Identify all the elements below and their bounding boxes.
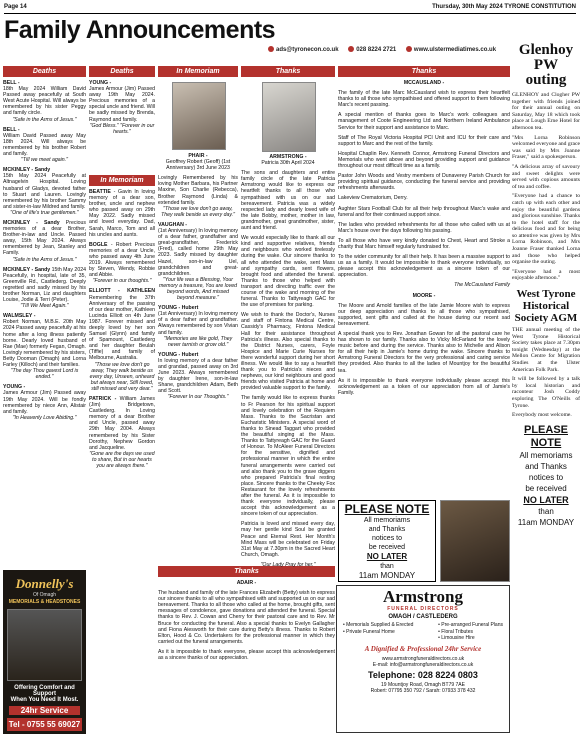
section-header-deaths-2: Deaths: [89, 66, 155, 77]
notice-entry: BELL - 18th May 2024 William David Passed away peacefully at South West Acute Hospital. Will always be remembered by his sister Peggy and family circle. "Safe in the Arms of Jesus.": [3, 80, 86, 123]
deaths-column-2: [89, 80, 155, 172]
notice-entry: YOUNG - James Armour (Jim) Passed away 19th May 2024. Will be fondly remembered by niece Ann, Alistair and family. "In Heavenly Love Abiding.": [3, 384, 86, 421]
contact-strip: [268, 46, 508, 56]
armstrong-website[interactable]: www.armstrongfuneraldirectors.co.uk: [381, 655, 465, 662]
right-news-column: Glenhoy PW outing GLENHOY and Clogher PW together with friends joined for their annual outing on Saturday, May 18 which took place at Lough Erne Hotel for afternoon tea. "Mrs Lorna Robinson welcomed everyone and grace was said by Mrs Joanne Fraser," said a spokesperson. "A delicious array of savoury and sweet delights were served with copious amounts of tea and coffee. "Everyone had a chance to catch up with each other and enjoy the beautiful gardens and glorious sunshine. Thanks to the hotel staff for the delicious food and for being so attentive was given by Mrs Lorna Robinson, and Mrs Joanne Fraser thanked Lorna and those who helped organise the outing. "Everyone had a most enjoyable afternoon." West Tyrone Historical Society AGM THE annual meeting of the West Tyrone Historical Society takes place at 7.30pm tonight (Wednesday) at the Mellon Centre for Migration Studies at the Ulster American Folk Park. It will be followed by a talk by local historian and raconteur Josh Coddy exploring The O'Neills of Tyrone. Everybody most welcome. PLEASE NOTE All memoriams and Thanks notices to be received NO LATER than 11am MONDAY: [512, 15, 580, 737]
notice-entry: YOUNG - James Armour (Jim) Passed away 19th May 2024. Precious memories of a special uncle and friend. Will be sadly missed by Brenda, Raymond and family. "God Bless." "Forever in our hearts.": [89, 80, 155, 135]
notice-entry: YOUNG - Hubert In loving memory of a dear father and grandad, passed away on 3rd June 2023. Always remembered by daughter Irene, son-in-law Shane, grandchildren Adam, Beth and Scott. "Forever In our Thoughts.": [158, 351, 238, 401]
notice-entry: ARMSTRONG - Patricia 30th April 2024: [261, 154, 315, 167]
armstrong-email[interactable]: E-mail: info@armstrongfuneraldirectors.co.uk: [372, 661, 474, 668]
notice-entry: WALMSLEY - Robert Norman, M.B.E. 20th May 2024 Passed away peacefully at his home after a long illness patiently borne. Dearly loved husband of Rae (Mae) formerly Fegan, Omagh. Lovingly remembered by his sisters, Betty Dooman (Omagh) and Lorna Farley (Killoch) and their families. "The day Thou gavest Lord is ended.": [3, 313, 86, 381]
notice-entry: MCKINLEY - Sandy Precious memories of a dear Brother, Brother-in-law and Uncle. Passed away, 15th May 2024. Always remembered by Jean, Stanley and Family. "Safe in the Arms of Jesus.": [3, 219, 86, 263]
donnellys-advert: Donnelly's Of Omagh MEMORIALS & HEADSTONES Offering Comfort and Support When You Need It Most. 24hr Service Tel - 0755 55 69027: [3, 570, 86, 734]
donnellys-phone[interactable]: Tel - 0755 55 69027: [8, 720, 81, 729]
notice-entry: ELLIOTT - KATHLEEN Remembering the 37th Anniversary of the passing of our dear mother, Kathleen Lucinda Elliott on 4th June 1987. Forever missed and deeply loved by her son Samuel (Glynn) and family of Spamount, Castlederg and her daughter Beulah (Tiffie) and family of Melbourne, Australia. "Those we love don't go away, They walk beside us every day, Unseen, unheard but always near, Still loved, still missed and very dear.": [89, 288, 155, 392]
email-contact[interactable]: ads@tyronecon.co.uk: [268, 47, 339, 53]
section-header-thanks-3: Thanks: [158, 566, 335, 577]
portrait-photo-phair: [172, 82, 226, 150]
please-note-box: PLEASE NOTE All memoriams and Thanks notices to be received NO LATER than 11am MONDAY: [338, 500, 436, 582]
candle-photo: [440, 500, 510, 582]
article-headline: Glenhoy PW outing: [518, 42, 574, 88]
notice-entry: BEATTIE - Gavin In loving memory of a dear son, brother, uncle and nephew who passed away on 29th May 2022. Sadly missed and loved everyday. Dad, Sarah, Marco, Tom and all his uncles and aunts.: [89, 189, 155, 238]
phone-icon: [348, 46, 354, 52]
section-header-in-memoriam-2: In Memoriam: [89, 175, 155, 186]
armstrong-logo-text: Armstrong: [383, 587, 463, 606]
phone-contact[interactable]: 028 8224 2721: [348, 47, 396, 53]
notice-entry: BOGLE - Robert Precious memories of a dear Uncle, who passed away 4th June 2019. Always remembered by Steven, Wendy, Robbie and Abbie. "Forever in our thoughts.": [89, 241, 155, 285]
notice-entry: MCKINLEY - Sandy 15th May 2024 Peacefully at Altnagelvin Hospital. Loving husband of Gladys, devoted father to Stuart and Lauren. Lovingly remembered by his brother Sammy and sister-in-law Mildred and family. "One of life's true gentlemen.": [3, 167, 86, 216]
page-header-bar: [4, 2, 576, 14]
please-note-box-2: PLEASE NOTE All memoriams and Thanks notices to be received NO LATER than 11am MONDAY: [517, 423, 575, 527]
web-contact[interactable]: www.ulstermediatimes.co.uk: [406, 47, 496, 53]
thanks-column-2: MCCAUSLAND - The family of the late Marc McCausland wish to express their heartfelt thanks to all those who sympathised and offered support to them following Marc's recent passing. A special mention of thanks goes to Marc's work colleagues and management of Coote Engineering Ltd and Northern Ireland Ambulance Service for their support and assistance to Marc. Staff of The Royal Victoria Hospital PCI Unit and ICU for their care and support to Marc and the rest of the family. Hospital Chaplin Rev. Kenneth Connor, Armstrong Funeral Directors and Memorials who went above and beyond providing support and guidance throughout our most difficult time as a family. Pastor John Woods and Vestry members of Dunaverey Parish Church for providing spiritual guidance, conducting the funeral service and providing refreshments afterwards. Lakeview Crematorium, Derry. Aughter Stars Football Club for all their help throughout Marc's wake and funeral and for their continued support since. The ladies who provided refreshments for all those who called with us at Marc's house over the days following his passing. To all those who have very kindly donated to Chest, Heart and Stroke a charity that Marc himself regularly fundraised for. To the wider community for all their help. It has been a massive support to us as a family. It would be impossible to thank everyone individually, so please accept this acknowledgement as a sincere token of our appreciation. The McCausland Family MOORE - The Moore and Arnold families of the late Jamie Moore wish to express our deep appreciation and thanks to all those who sympathised, supported, sent gifts and called at the house during our recent sad bereavement. A special thank you to Rev. Jonathan Gowan for all the pastoral care he has shown to our family. Thanks also to Vicky McFarland for the lovely music before and during the service. Thanks also to Michelle and Alison for all their help in Jamie's home during the wake. Sincere thanks to Armstrong Funeral Directors for the very professional and caring service they provided. Also thanks to all the ladies of Mountjoy for the beautiful tea. As it is impossible to thank everyone individually please accept this acknowledgement as a token of our appreciation from all of Jamie's Family.: [338, 80, 510, 396]
donnellys-logo-text: Donnelly's: [15, 576, 74, 591]
memoriam-column: [89, 189, 155, 734]
article-headline-2: West Tyrone Historical Society AGM: [514, 288, 578, 325]
armstrong-advert: Armstrong FUNERAL DIRECTORS OMAGH / CASTLEDERG • Memorials Supplied & Erected • Private Funeral Home • Pre-arranged Funeral Plans • Floral Tributes • Limousine Hire A Dignified & Professional 24hr Service www.armstrongfuneraldirectors.co.uk E-mail: info@armstrongfuneraldirectors.co.uk Telephone: 028 8224 0803 19 Mountjoy Road, Omagh BT79 7AE Robert: 07795 350 792 / Sarah: 07933 378 432: [336, 585, 510, 733]
thanks-column: ARMSTRONG - Patricia 30th April 2024 The sons and daughters and entire family circle of the late Patricia Armstrong would like to express our heartfelt thanks to all those who sympathised with us on our sad bereavement. Patricia was a widely respected lady and dearly loved wife of the late Bobby, mother, mother in law, grandmother, great grandmother, sister, aunt and friend. We would especially like to thank all our kind and supportive relatives, friends and neighbours who worked tirelessly during the wake. Our sincere thanks to all who attended the wake, sent Mass and sympathy cards, sent flowers, brought food and attended the funeral. Thanks to those who helped with transport and directing traffic over the course of the wake and morning of the funeral. Thanks to Tattyreagh GAC for the use of premises for parking. We wish to thank the Doctor's, Nurses and staff of Fintona Medical Centre, Cassidy's Pharmacy, Fintona Medical Hall for their assistance throughout Patricia's illness. Also special thanks to the District Nurses, carers, Foyle Hospice and Marie Curie Nurses for there wonderful support during her short illness. We would like to say a heartfelt thank you to Patricia's nieces and nephews, our kind neighbours and good friends who visited Patricia at home and provided valuable support to the family. The family would like to express thanks to Fr Pearson for his spiritual support and lovely celebration of the Requiem Mass. Thanks to the Sacristan and Eucharistic Ministers. A special word of thanks to Sinead Taggart who provided the beautiful singing at the Mass. Thanks to Tattyreagh GAC for the Guard of Honour. To McAleer Funeral Directors for the sensitive, dignified and professional manner in which the entire funeral arrangements were carried out and also thank you to the grave diggers who prepared Patricia's final resting place. Sincere thanks to the Cheeky Fox Restaurant for the lovely refreshments after the funeral. As it is impossible to thank everyone individually, please accept this acknowledgement as a sincere token of our appreciation. Patricia is loved and missed every day, may her gentle kind Soul be granted Peace and Eternal Rest. Her Month's Mind Mass will be celebrated on Friday 31st May at 7.30pm in the Sacred Heart Church, Omagh. "Our Lady Pray for her.": [241, 154, 335, 568]
armstrong-phone[interactable]: Telephone: 028 8224 0803: [368, 669, 478, 680]
date-line: Thursday, 30th May 2024 TYRONE CONSTITUTION: [432, 4, 576, 10]
notice-entry: YOUNG - Hubert (1st Anniversary) In loving memory of a dear father and grandfather. Always remembered by son Vivian and family. "Memories are like gold, They never tarnish or grow old.": [158, 305, 238, 348]
portrait-photo-armstrong: [262, 82, 316, 152]
notice-entry: PHAIR - Geoffrey Robert (Geoff) (1st Anniversary) 3rd June 2023: [165, 153, 231, 172]
headstone-photo: [7, 609, 82, 681]
notice-entry: BELL - William David Passed away May 18th 2024. Will always be remembered by his brother Robert and family. "Till we meet again.": [3, 126, 86, 164]
deaths-column: [3, 80, 86, 567]
thanks-adair: ADAIR - The husband and family of the late Frances Elizabeth (Betty) wish to express our sincere thanks to all who sympathised with and supported us on our sad bereavement. Thanks to all those who called at the home, brought gifts, sent messages of condolence, gave donations and attended the funeral. Special thanks to Rev. J. Cowan and Cherry for their pastoral care and to Rev. Mr Bruce for conducting the funeral. Also a special thanks to Evelyn Gallagher and Fiona Aiesworth for their care during Betty's illness. Thanks to Robert Elton, Hood & Co. Undertakers for the professional manner in which they carried out the funeral arrangements. As it is impossible to thank everyone, please accept this acknowledgement as a sincere thanks of our appreciation.: [158, 580, 335, 662]
page-number: Page 14: [4, 4, 27, 10]
notice-entry: PATRICK - William James (Jim) Bridgetown, Castlederg. In Loving memory of a dear Brother and Uncle, passed away 29th May 2004. Always remembered by his Sister Dorothy, Nephew Gordon and Jacqueline. "Gone are the days we used to share, But in our hearts you are always there.": [89, 396, 155, 470]
notice-entry: MCKINLEY - Sandy 15th May 2024 Peacefully, in hospital, late of 35, Greenville Rd., Castlederg. Deeply regretted and sadly missed by his brother Norman, Liz and daughters Louise, Jodie & Terri (Peter). "Till We Meet Again.": [3, 266, 86, 310]
notice-entry: VAUGHAN - (1st Anniversary) In loving memory of a dear father, grandfather and great-grandfather, Frederick (Fred), called home 29th May 2023. Sadly missed by daughter Hazel, son-in-law Uel, grandchildren and great-grandchildren. "Your life was a Blessing, Your memory a treasure, You are loved beyond words, And missed beyond measure.": [158, 221, 238, 302]
section-header-thanks-2: Thanks: [338, 66, 510, 77]
section-header-deaths: Deaths: [3, 66, 86, 77]
memoriam-column-2: PHAIR - Geoffrey Robert (Geoff) (1st Anniversary) 3rd June 2023 Lovingly Remembered by his loving Mother Barbara, his Partner Maxine, Son Charlie (Rebecca), Brother Raymond (Linda) & extended family. "Those we love don't go away, They walk beside us every day." VAUGHAN - (1st Anniversary) In loving memory of a dear father, grandfather and great-grandfather, Frederick (Fred), called home 29th May 2023. Sadly missed by daughter Hazel, son-in-law Uel, grandchildren and great-grandchildren. "Your life was a Blessing, Your memory a treasure, You are loved beyond words, And missed beyond measure." YOUNG - Hubert (1st Anniversary) In loving memory of a dear father and grandfather. Always remembered by son Vivian and family. "Memories are like gold, They never tarnish or grow old." YOUNG - Hubert In loving memory of a dear father and grandad, passed away on 3rd June 2023. Always remembered by daughter Irene, son-in-law Shane, grandchildren Adam, Beth and Scott. "Forever In our Thoughts.": [158, 153, 238, 401]
section-header-thanks: Thanks: [241, 66, 335, 77]
page-title: Family Announcements: [4, 16, 276, 44]
web-icon: [406, 46, 412, 52]
section-header-in-memoriam: In Memoriam: [158, 66, 238, 77]
email-icon: [268, 46, 274, 52]
